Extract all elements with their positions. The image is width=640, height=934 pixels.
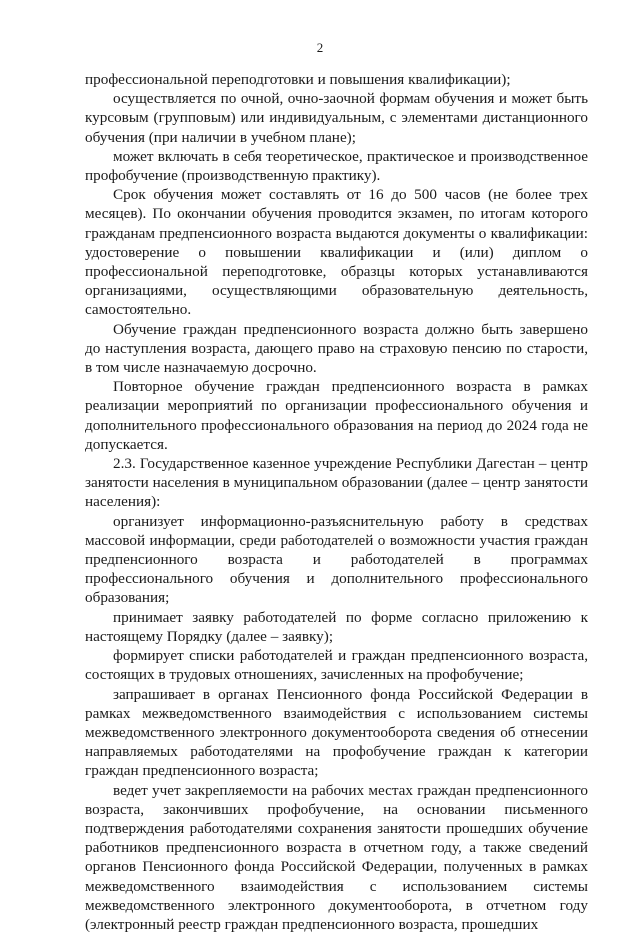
paragraph-section-2-3: 2.3. Государственное казенное учреждение Республики Дагестан – центр занятости населения в муниципальном образовании (далее – центр занятости населения): (85, 455, 588, 511)
document-body (85, 70, 588, 934)
paragraph-training-duration: Срок обучения может составлять от 16 до 500 часов (не более трех месяцев). По окончании обучения проводится экзамен, по итогам которого гражданам предпенсионного возраста выдаются документы о квалификации: удостоверение о повышении квалификации и (или) диплом о профессиональной переподготовке, образцы которых устанавливаются организациями, осуществляющими образовательную деятельность, самостоятельно. (85, 186, 588, 319)
paragraph-training-form: осуществляется по очной, очно-заочной формам обучения и может быть курсовым (групповым) или индивидуальным, с элементами дистанционного обучения (при наличии в учебном плане); (85, 90, 588, 146)
paragraph-requests: запрашивает в органах Пенсионного фонда Российской Федерации в рамках межведомственного взаимодействия с использованием системы межведомственного электронного документооборота сведения об отнесении направляемых работодателями на профобучение граждан к категории граждан предпенсионного возраста; (85, 685, 588, 780)
paragraph-training-content: может включать в себя теоретическое, практическое и производственное профобучение (производственную практику). (85, 147, 588, 185)
paragraph-training-deadline: Обучение граждан предпенсионного возраста должно быть завершено до наступления возраста, дающего право на страховую пенсию по старости, в том числе назначаемую досрочно. (85, 320, 588, 377)
page-number: 2 (316, 40, 324, 55)
paragraph-keeps-records: ведет учет закрепляемости на рабочих местах граждан предпенсионного возраста, закончивших профобучение, на основании письменного подтверждения работодателями сохранения занятости прошедших обучение работников предпенсионного возраста в отчетном году, а также сведений органов Пенсионного фонда Российской Федерации, полученных в рамках межведомственного взаимодействия с использованием системы межведомственного электронного документооборота, в отчетном году (электронный реестр граждан предпенсионного возраста, прошедших (85, 781, 588, 933)
paragraph-accepts-application: принимает заявку работодателей по форме согласно приложению к настоящему Порядку (далее – заявку); (85, 608, 588, 645)
paragraph-organizes: организует информационно-разъяснительную работу в средствах массовой информации, среди работодателей о возможности участия граждан предпенсионного возраста и работодателей в программах профессионального обучения и дополнительного профессионального образования; (85, 512, 588, 607)
paragraph-forms-lists: формирует списки работодателей и граждан предпенсионного возраста, состоящих в трудовых отношениях, зачисленных на профобучение; (85, 647, 588, 684)
paragraph-continuation: профессиональной переподготовки и повышения квалификации); (85, 71, 511, 88)
paragraph-repeat-training: Повторное обучение граждан предпенсионного возраста в рамках реализации мероприятий по организации профессионального обучения и дополнительного профессионального образования на период до 2024 года не допускается. (85, 378, 588, 453)
